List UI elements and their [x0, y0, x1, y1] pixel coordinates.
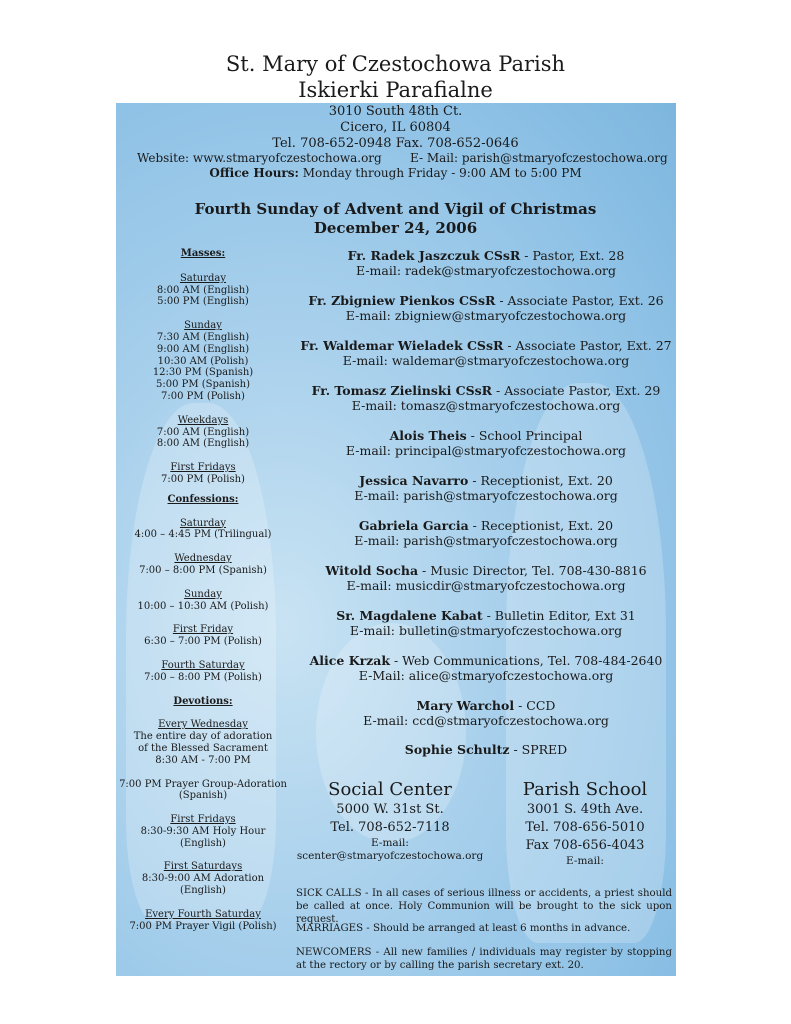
- confession-time: 7:00 – 8:00 PM (Spanish): [139, 564, 267, 576]
- confession-time: 4:00 – 4:45 PM (Trilingual): [134, 529, 272, 541]
- mass-time: 5:00 PM (English): [157, 296, 249, 308]
- confession-wednesday-heading: Wednesday: [174, 553, 232, 565]
- office-hours-value: Monday through Friday - 9:00 AM to 5:00 PM: [298, 166, 582, 180]
- devotion-text: 8:30-9:30 AM Holy Hour: [140, 825, 266, 837]
- parish-title: St. Mary of Czestochowa Parish: [225, 52, 566, 76]
- staff-entry: [296, 293, 676, 323]
- staff-role: - Music Director, Tel. 708-430-8816: [418, 563, 647, 578]
- staff-email[interactable]: E-mail: parish@stmaryofczestochowa.org: [354, 533, 618, 548]
- office-hours: [0, 166, 791, 180]
- city-address: Cicero, IL 60804: [340, 120, 451, 135]
- confession-time: 10:00 – 10:30 AM (Polish): [137, 600, 269, 612]
- staff-email[interactable]: E-mail: radek@stmaryofczestochowa.org: [355, 263, 617, 278]
- confession-first-friday-heading: First Friday: [172, 624, 234, 636]
- staff-role: - Associate Pastor, Ext. 27: [503, 338, 672, 353]
- mass-time: 7:00 PM (Polish): [161, 390, 245, 402]
- staff-role: - CCD: [514, 698, 556, 713]
- staff-name: Jessica Navarro: [359, 473, 469, 488]
- social-center-title: Social Center: [328, 779, 452, 800]
- staff-role: - School Principal: [466, 428, 583, 443]
- staff-entry: [296, 383, 676, 413]
- staff-email[interactable]: E-mail: waldemar@stmaryofczestochowa.org: [342, 353, 630, 368]
- staff-name: Fr. Zbigniew Pienkos CSsR: [308, 293, 496, 308]
- social-center-email[interactable]: scenter@stmaryofczestochowa.org: [296, 850, 484, 862]
- social-center-email-label: E-mail:: [371, 837, 409, 849]
- street-address: 3010 South 48th Ct.: [328, 104, 463, 119]
- staff-name: Gabriela Garcia: [358, 518, 469, 533]
- devotion-every-wednesday-heading: Every Wednesday: [158, 719, 248, 731]
- masses-first-fridays-heading: First Fridays: [170, 462, 236, 474]
- staff-email[interactable]: E-mail: principal@stmaryofczestochowa.org: [345, 443, 627, 458]
- staff-role: - Associate Pastor, Ext. 29: [492, 383, 661, 398]
- confession-time: 6:30 – 7:00 PM (Polish): [144, 636, 262, 648]
- parish-school-phone: Tel. 708-656-5010: [525, 820, 645, 835]
- parish-school-email-label: E-mail:: [566, 855, 604, 867]
- staff-name: Sophie Schultz: [404, 742, 510, 757]
- mass-time: 7:00 AM (English): [156, 426, 250, 438]
- staff-entry: [296, 653, 676, 683]
- masses-heading: Masses:: [180, 248, 226, 259]
- parish-email-link[interactable]: E- Mail: parish@stmaryofczestochowa.org: [410, 151, 668, 165]
- devotions-heading: Devotions:: [173, 695, 233, 707]
- masses-saturday-heading: Saturday: [179, 272, 227, 284]
- devotion-text: The entire day of adoration: [133, 731, 273, 743]
- staff-name: Sr. Magdalene Kabat: [336, 608, 483, 623]
- sick-calls-notice: SICK CALLS - In all cases of serious illness or accidents, a priest should be called at once. Holy Communion will be brought to the sick upon request.: [296, 888, 672, 925]
- staff-role: - Receptionist, Ext. 20: [468, 473, 613, 488]
- staff-entry: [296, 563, 676, 593]
- devotion-text: 8:30-9:00 AM Adoration (English): [141, 873, 265, 897]
- phone-fax: Tel. 708-652-0948 Fax. 708-652-0646: [272, 136, 519, 151]
- confession-fourth-saturday-heading: Fourth Saturday: [161, 659, 245, 671]
- staff-role: - Pastor, Ext. 28: [520, 248, 625, 263]
- devotion-text: of the Blessed Sacrament: [138, 742, 268, 754]
- staff-entry: [296, 473, 676, 503]
- staff-role: - Bulletin Editor, Ext 31: [482, 608, 636, 623]
- staff-name: Witold Socha: [325, 563, 419, 578]
- marriages-notice: MARRIAGES - Should be arranged at least 6 months in advance.: [296, 923, 631, 934]
- staff-role: - Receptionist, Ext. 20: [468, 518, 614, 533]
- confession-saturday-heading: Saturday: [179, 517, 227, 529]
- schedule-column: [118, 248, 288, 932]
- masses-sunday-heading: Sunday: [184, 320, 222, 332]
- staff-role: - SPRED: [509, 742, 568, 757]
- devotion-text: (English): [180, 837, 226, 849]
- social-center-address: 5000 W. 31st St.: [336, 802, 444, 817]
- devotion-text: 8:30 AM - 7:00 PM: [155, 754, 251, 766]
- staff-email[interactable]: E-mail: ccd@stmaryofczestochowa.org: [363, 713, 609, 728]
- mass-time: 8:00 AM (English): [156, 438, 250, 450]
- staff-email[interactable]: E-Mail: alice@stmaryofczestochowa.org: [358, 668, 614, 683]
- confession-sunday-heading: Sunday: [184, 588, 222, 600]
- staff-name: Mary Warchol: [416, 698, 515, 713]
- mass-time: 7:00 PM (Polish): [161, 473, 245, 485]
- staff-email[interactable]: E-mail: tomasz@stmaryofczestochowa.org: [351, 398, 621, 413]
- devotion-every-fourth-saturday-heading: Every Fourth Saturday: [145, 908, 261, 920]
- staff-entry: [296, 248, 676, 278]
- staff-entry: [296, 698, 676, 728]
- devotion-text: 7:00 PM Prayer Group-Adoration: [119, 778, 287, 790]
- confession-time: 7:00 – 8:00 PM (Polish): [144, 671, 262, 683]
- occasion-date: December 24, 2006: [313, 219, 478, 237]
- staff-name: Alois Theis: [389, 428, 467, 443]
- confessions-heading: Confessions:: [167, 493, 239, 505]
- devotion-first-saturdays-heading: First Saturdays: [163, 861, 243, 873]
- staff-email[interactable]: E-mail: zbigniew@stmaryofczestochowa.org: [345, 308, 627, 323]
- staff-email[interactable]: E-mail: bulletin@stmaryofczestochowa.org: [349, 623, 623, 638]
- occasion-title: Fourth Sunday of Advent and Vigil of Christmas: [194, 200, 597, 218]
- bulletin-title: Iskierki Parafialne: [298, 78, 493, 102]
- staff-entry: [296, 518, 676, 548]
- staff-name: Fr. Tomasz Zielinski CSsR: [311, 383, 493, 398]
- parish-school-fax: Fax 708-656-4043: [525, 838, 645, 853]
- mass-time: 5:00 PM (Spanish): [155, 379, 250, 391]
- social-center-phone: Tel. 708-652-7118: [330, 820, 450, 835]
- staff-role: - Associate Pastor, Ext. 26: [495, 293, 664, 308]
- mass-time: 10:30 AM (Polish): [157, 355, 249, 367]
- staff-email[interactable]: E-mail: musicdir@stmaryofczestochowa.org: [346, 578, 626, 593]
- staff-name: Fr. Radek Jaszczuk CSsR: [347, 248, 521, 263]
- staff-name: Fr. Waldemar Wieladek CSsR: [300, 338, 504, 353]
- staff-email[interactable]: E-mail: parish@stmaryofczestochowa.org: [354, 488, 618, 503]
- staff-entry: [296, 608, 676, 638]
- parish-school-address: 3001 S. 49th Ave.: [526, 802, 644, 817]
- devotion-text: 7:00 PM Prayer Vigil (Polish): [129, 920, 277, 932]
- mass-time: 12:30 PM (Spanish): [152, 367, 254, 379]
- website-link[interactable]: Website: www.stmaryofczestochowa.org: [137, 151, 382, 165]
- mass-time: 7:30 AM (English): [156, 331, 250, 343]
- staff-entry: [296, 428, 676, 458]
- parish-school-title: Parish School: [522, 779, 648, 800]
- newcomers-notice: NEWCOMERS - All new families / individuals may register by stopping at the rectory or by calling the parish secretary ext. 20.: [296, 947, 672, 971]
- office-hours-label: Office Hours:: [209, 166, 299, 180]
- staff-entry: [296, 338, 676, 368]
- mass-time: 9:00 AM (English): [156, 343, 250, 355]
- masses-weekdays-heading: Weekdays: [177, 414, 229, 426]
- staff-entry: [296, 742, 676, 757]
- staff-role: - Web Communications, Tel. 708-484-2640: [390, 653, 663, 668]
- mass-time: 8:00 AM (English): [156, 284, 250, 296]
- devotion-first-fridays-heading: First Fridays: [170, 814, 236, 826]
- staff-name: Alice Krzak: [309, 653, 391, 668]
- devotion-text: (Spanish): [178, 790, 228, 802]
